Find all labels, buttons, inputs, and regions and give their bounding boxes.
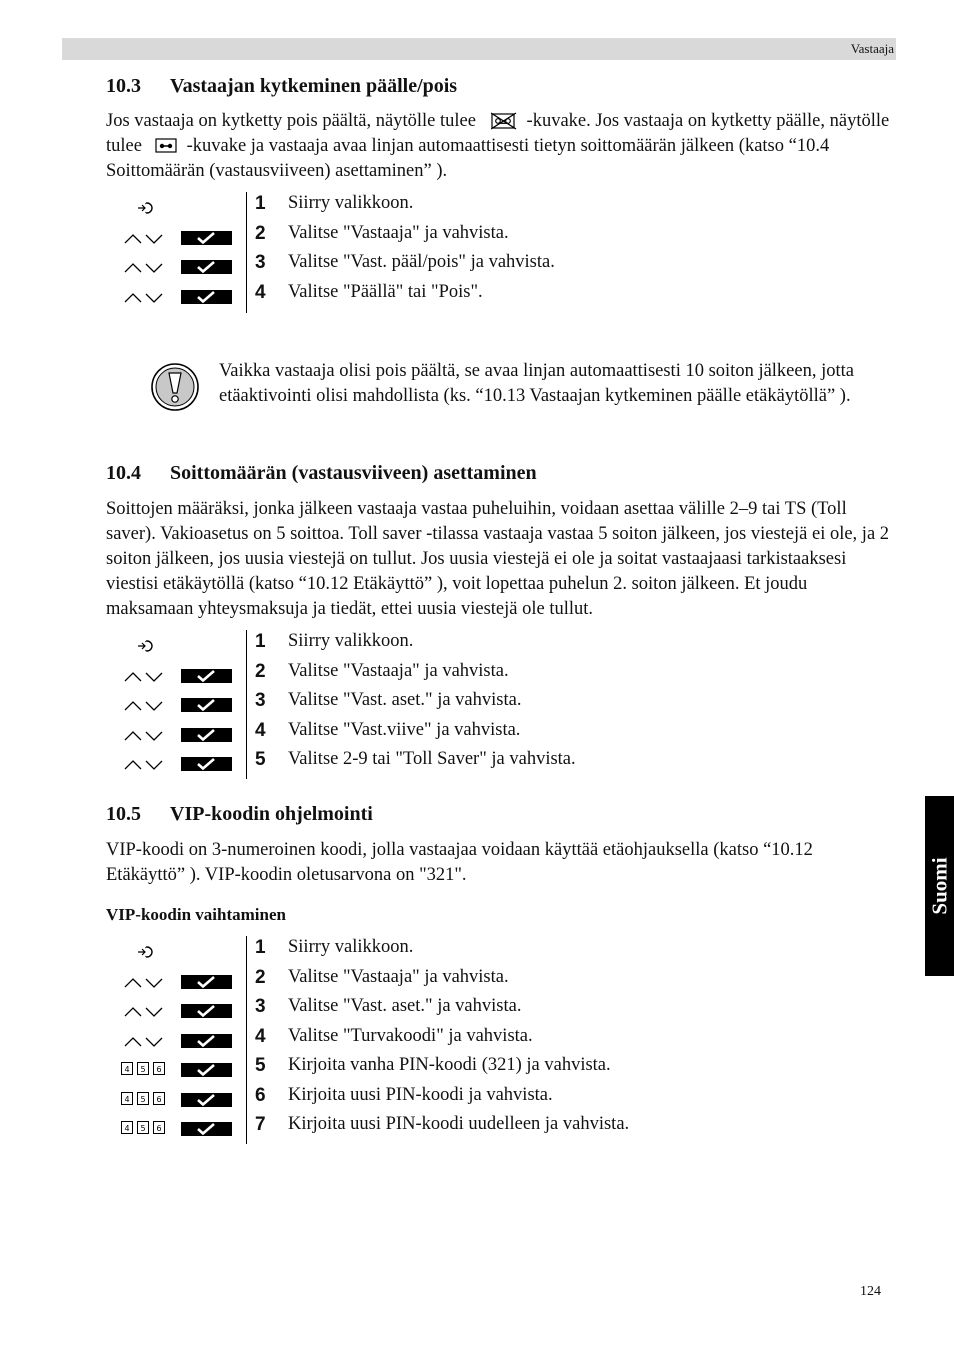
keypad-keys-icon	[121, 1062, 166, 1076]
step-number: 6	[255, 1084, 266, 1106]
ok-key-icon	[181, 1063, 232, 1077]
note-text: Vaikka vastaaja olisi pois päältä, se avaa linjan automaattisesti 10 soiton jälkeen, jotta etäaktivointi olisi mahdollista (ks. “10.13 Vastaajan kytkeminen päälle etäkäytöllä” ).	[219, 361, 854, 406]
step-text: Valitse "Vast. aset." ja vahvista.	[288, 690, 522, 710]
ok-key-icon	[181, 1034, 232, 1048]
step-number: 3	[255, 252, 266, 273]
step-row	[106, 1054, 826, 1083]
up-down-keys-icon	[124, 291, 164, 305]
step-row	[106, 251, 826, 280]
step-number: 1	[255, 193, 266, 214]
step-row	[106, 1113, 826, 1142]
ok-key-icon	[181, 231, 232, 245]
ok-key-icon	[181, 975, 232, 989]
step-number: 3	[255, 996, 266, 1017]
up-down-keys-icon	[124, 1035, 164, 1049]
ok-key-icon	[181, 260, 232, 274]
answering-machine-on-icon	[155, 136, 179, 154]
keypad-keys-icon	[121, 1092, 166, 1106]
svg-text:4: 4	[124, 1065, 130, 1074]
menu-key-icon	[137, 945, 153, 959]
step-text: Valitse "Vast.viive" ja vahvista.	[288, 719, 521, 740]
step-text: Valitse "Vastaaja" ja vahvista.	[288, 966, 509, 987]
svg-text:6: 6	[156, 1065, 162, 1074]
section-10-5-heading: 10.5 VIP-koodin ohjelmointi	[106, 803, 373, 825]
language-tab	[925, 796, 954, 976]
step-text: Kirjoita uusi PIN-koodi uudelleen ja vahvista.	[288, 1114, 630, 1134]
menu-key-icon	[137, 201, 153, 215]
svg-text:5: 5	[140, 1065, 146, 1074]
page-number: 124	[860, 1284, 881, 1299]
step-row	[106, 281, 826, 310]
step-text: Valitse "Turvakoodi" ja vahvista.	[288, 1025, 533, 1046]
step-row	[106, 192, 826, 221]
step-text: Valitse "Vast. pääl/pois" ja vahvista.	[288, 252, 555, 272]
step-text: Valitse "Vast. aset." ja vahvista.	[288, 996, 522, 1016]
step-number: 1	[255, 937, 266, 958]
section-10-5-subheading: VIP-koodin vaihtaminen	[106, 905, 286, 924]
step-row	[106, 630, 826, 659]
step-number: 7	[255, 1114, 266, 1135]
step-number: 5	[255, 1055, 266, 1076]
section-10-3-heading: 10.3 Vastaajan kytkeminen päälle/pois	[106, 75, 458, 97]
section-10-5-body: VIP-koodi on 3-numeroinen koodi, jolla vastaajaa voidaan käyttää etäohjauksella (katso “10.12 Etäkäyttö” ). VIP-koodin oletusarvona on "321".	[106, 840, 813, 885]
step-number: 4	[255, 1025, 266, 1047]
section-10-3-intro: Jos vastaaja on kytketty pois päältä, näytölle tulee -kuvake. Jos vastaaja on kytketty päälle, näytölle tulee -kuvake ja vastaaja avaa linjan automaattisesti tietyn soittomäärän jälkeen (katso “10.4 Soittomäärän (vastausviiveen) asettaminen” ).	[106, 111, 890, 181]
language-tab-label: Suomi	[927, 857, 951, 915]
up-down-keys-icon	[124, 758, 164, 772]
step-number: 3	[255, 690, 266, 711]
up-down-keys-icon	[124, 1005, 164, 1019]
step-number: 5	[255, 749, 266, 770]
header-bar	[62, 38, 896, 60]
ok-key-icon	[181, 698, 232, 712]
svg-text:5: 5	[140, 1124, 146, 1133]
step-number: 1	[255, 631, 266, 652]
svg-text:6: 6	[156, 1124, 162, 1133]
step-number: 2	[255, 966, 266, 988]
ok-key-icon	[181, 1122, 232, 1136]
section-10-4-body: Soittojen määräksi, jonka jälkeen vastaaja vastaa puheluihin, voidaan asettaa välille 2–9 tai TS (Toll saver). Vakioasetus on 5 soittoa. Toll saver -tilassa vastaaja vastaa 5 soiton jälkeen, jos viestejä ei ole, ja 2 soiton jälkeen, jos uusia viestejä on tullut. Jos uusia viestejä ei ole ja soitat vastaajaasi tarkistaaksesi viestisi etäkäytöllä (katso “10.12 Etäkäyttö” ), voit lopettaa puhelun 2. soiton jälkeen. Et joudu maksamaan yhteysmaksuja ja tiedät, ettei uusia viestejä ole tullut.	[106, 499, 890, 619]
ok-key-icon	[181, 1004, 232, 1018]
ok-key-icon	[181, 290, 232, 304]
step-row	[106, 966, 826, 995]
keypad-keys-icon	[121, 1121, 166, 1135]
answering-machine-off-icon	[491, 110, 517, 130]
step-text: Siirry valikkoon.	[288, 193, 414, 213]
up-down-keys-icon	[124, 729, 164, 743]
step-number: 4	[255, 719, 266, 741]
step-text: Kirjoita uusi PIN-koodi ja vahvista.	[288, 1084, 553, 1105]
step-text: Siirry valikkoon.	[288, 937, 414, 957]
step-row	[106, 222, 826, 251]
header-title: Vastaaja	[850, 41, 894, 56]
section-10-4-heading: 10.4 Soittomäärän (vastausviiveen) asettaminen	[106, 462, 537, 484]
ok-key-icon	[181, 669, 232, 683]
up-down-keys-icon	[124, 261, 164, 275]
step-row	[106, 689, 826, 718]
warning-note-icon	[150, 362, 200, 412]
step-text: Siirry valikkoon.	[288, 631, 414, 651]
step-text: Kirjoita vanha PIN-koodi (321) ja vahvista.	[288, 1055, 611, 1075]
svg-text:5: 5	[140, 1094, 146, 1104]
svg-text:4: 4	[124, 1094, 130, 1104]
step-row	[106, 995, 826, 1024]
ok-key-icon	[181, 728, 232, 742]
step-row	[106, 719, 826, 748]
step-row	[106, 1025, 826, 1054]
step-row	[106, 748, 826, 777]
up-down-keys-icon	[124, 699, 164, 713]
step-number: 2	[255, 222, 266, 244]
step-text: Valitse 2-9 tai "Toll Saver" ja vahvista.	[288, 749, 576, 769]
step-number: 2	[255, 660, 266, 682]
up-down-keys-icon	[124, 670, 164, 684]
step-row	[106, 1084, 826, 1113]
step-row	[106, 936, 826, 965]
up-down-keys-icon	[124, 976, 164, 990]
menu-key-icon	[137, 639, 153, 653]
step-text: Valitse "Vastaaja" ja vahvista.	[288, 222, 509, 243]
step-text: Valitse "Päällä" tai "Pois".	[288, 281, 483, 302]
svg-text:6: 6	[156, 1094, 162, 1104]
step-row	[106, 660, 826, 689]
ok-key-icon	[181, 757, 232, 771]
up-down-keys-icon	[124, 232, 164, 246]
ok-key-icon	[181, 1093, 232, 1107]
svg-text:4: 4	[124, 1124, 130, 1133]
step-number: 4	[255, 281, 266, 303]
step-text: Valitse "Vastaaja" ja vahvista.	[288, 660, 509, 681]
